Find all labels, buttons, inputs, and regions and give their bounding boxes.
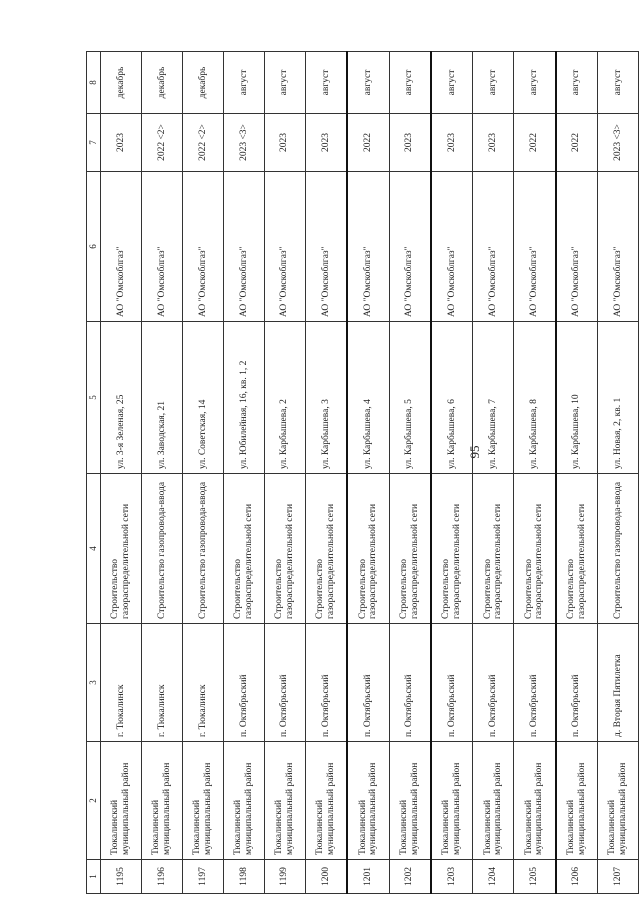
header-cell: 8 xyxy=(87,52,101,114)
year-cell: 2023 xyxy=(389,114,431,172)
row-number-cell: 1203 xyxy=(431,860,473,894)
year-cell: 2023 xyxy=(431,114,473,172)
table-row xyxy=(431,52,473,894)
district-cell: Тюкалинский муниципальный район xyxy=(141,742,182,860)
district-cell: Тюкалинский муниципальный район xyxy=(264,742,305,860)
row-number-cell: 1196 xyxy=(141,860,182,894)
address-cell: ул. Заводская, 21 xyxy=(141,322,182,474)
table-row xyxy=(556,52,598,894)
month-cell: август xyxy=(514,52,556,114)
district-cell: Тюкалинский муниципальный район xyxy=(182,742,223,860)
address-cell: ул. Карбышева, 6 xyxy=(431,322,473,474)
header-cell: 1 xyxy=(87,860,101,894)
month-cell: август xyxy=(597,52,638,114)
header-cell: 2 xyxy=(87,742,101,860)
month-cell: август xyxy=(431,52,473,114)
year-cell: 2023 xyxy=(101,114,142,172)
organization-cell: АО "Омскоблгаз" xyxy=(473,172,514,322)
month-cell: декабрь xyxy=(182,52,223,114)
header-cell: 7 xyxy=(87,114,101,172)
district-cell: Тюкалинский муниципальный район xyxy=(223,742,264,860)
work-type-cell: Строительство газораспределительной сети xyxy=(223,474,264,624)
address-cell: ул. Карбышева, 7 xyxy=(473,322,514,474)
address-cell: ул. Карбышева, 5 xyxy=(389,322,431,474)
year-cell: 2022 <2> xyxy=(141,114,182,172)
month-cell: декабрь xyxy=(101,52,142,114)
settlement-cell: г. Тюкалинск xyxy=(141,624,182,742)
month-cell: август xyxy=(264,52,305,114)
address-cell: ул. Новая, 2, кв. 1 xyxy=(597,322,638,474)
page-number: 95 xyxy=(467,445,482,459)
row-number-cell: 1195 xyxy=(101,860,142,894)
work-type-cell: Строительство газораспределительной сети xyxy=(347,474,389,624)
district-cell: Тюкалинский муниципальный район xyxy=(473,742,514,860)
settlement-cell: п. Октябрьский xyxy=(556,624,598,742)
district-cell: Тюкалинский муниципальный район xyxy=(556,742,598,860)
address-cell: ул. Карбышева, 4 xyxy=(347,322,389,474)
year-cell: 2022 xyxy=(514,114,556,172)
table-row xyxy=(223,52,264,894)
settlement-cell: д. Вторая Пятилетка xyxy=(597,624,638,742)
organization-cell: АО "Омскоблгаз" xyxy=(223,172,264,322)
organization-cell: АО "Омскоблгаз" xyxy=(556,172,598,322)
address-cell: ул. Юбилейная, 16, кв. 1, 2 xyxy=(223,322,264,474)
settlement-cell: п. Октябрьский xyxy=(431,624,473,742)
year-cell: 2023 xyxy=(264,114,305,172)
row-number-cell: 1198 xyxy=(223,860,264,894)
header-cell: 4 xyxy=(87,474,101,624)
year-cell: 2023 xyxy=(473,114,514,172)
settlement-cell: п. Октябрьский xyxy=(264,624,305,742)
month-cell: декабрь xyxy=(141,52,182,114)
row-number-cell: 1204 xyxy=(473,860,514,894)
organization-cell: АО "Омскоблгаз" xyxy=(141,172,182,322)
work-type-cell: Строительство газораспределительной сети xyxy=(556,474,598,624)
header-row xyxy=(87,52,101,894)
row-number-cell: 1197 xyxy=(182,860,223,894)
organization-cell: АО "Омскоблгаз" xyxy=(264,172,305,322)
settlement-cell: г. Тюкалинск xyxy=(182,624,223,742)
settlement-cell: п. Октябрьский xyxy=(473,624,514,742)
month-cell: август xyxy=(556,52,598,114)
work-type-cell: Строительство газораспределительной сети xyxy=(431,474,473,624)
row-number-cell: 1207 xyxy=(597,860,638,894)
settlement-cell: п. Октябрьский xyxy=(389,624,431,742)
work-type-cell: Строительство газораспределительной сети xyxy=(389,474,431,624)
year-cell: 2022 xyxy=(556,114,598,172)
table-row xyxy=(101,52,142,894)
settlement-cell: п. Октябрьский xyxy=(305,624,347,742)
settlement-cell: п. Октябрьский xyxy=(223,624,264,742)
row-number-cell: 1201 xyxy=(347,860,389,894)
work-type-cell: Строительство газопровода-ввода xyxy=(597,474,638,624)
organization-cell: АО "Омскоблгаз" xyxy=(597,172,638,322)
organization-cell: АО "Омскоблгаз" xyxy=(389,172,431,322)
work-type-cell: Строительство газораспределительной сети xyxy=(473,474,514,624)
table-row xyxy=(473,52,514,894)
header-cell: 6 xyxy=(87,172,101,322)
address-cell: ул. Карбышева, 8 xyxy=(514,322,556,474)
year-cell: 2023 <3> xyxy=(223,114,264,172)
district-cell: Тюкалинский муниципальный район xyxy=(389,742,431,860)
month-cell: август xyxy=(389,52,431,114)
month-cell: август xyxy=(473,52,514,114)
work-type-cell: Строительство газораспределительной сети xyxy=(305,474,347,624)
organization-cell: АО "Омскоблгаз" xyxy=(431,172,473,322)
work-type-cell: Строительство газопровода-ввода xyxy=(141,474,182,624)
work-type-cell: Строительство газораспределительной сети xyxy=(514,474,556,624)
month-cell: август xyxy=(223,52,264,114)
row-number-cell: 1199 xyxy=(264,860,305,894)
organization-cell: АО "Омскоблгаз" xyxy=(514,172,556,322)
year-cell: 2023 xyxy=(305,114,347,172)
organization-cell: АО "Омскоблгаз" xyxy=(347,172,389,322)
address-cell: ул. Карбышева, 3 xyxy=(305,322,347,474)
district-cell: Тюкалинский муниципальный район xyxy=(597,742,638,860)
rotated-table-container xyxy=(86,52,639,894)
district-cell: Тюкалинский муниципальный район xyxy=(431,742,473,860)
table-body xyxy=(101,52,639,894)
year-cell: 2023 <3> xyxy=(597,114,638,172)
work-type-cell: Строительство газораспределительной сети xyxy=(264,474,305,624)
district-cell: Тюкалинский муниципальный район xyxy=(347,742,389,860)
address-cell: ул. Советская, 14 xyxy=(182,322,223,474)
table-row xyxy=(141,52,182,894)
header-cell: 5 xyxy=(87,322,101,474)
district-cell: Тюкалинский муниципальный район xyxy=(101,742,142,860)
row-number-cell: 1202 xyxy=(389,860,431,894)
works-table xyxy=(86,51,639,894)
month-cell: август xyxy=(347,52,389,114)
month-cell: август xyxy=(305,52,347,114)
table-row xyxy=(264,52,305,894)
table-row xyxy=(182,52,223,894)
header-cell: 3 xyxy=(87,624,101,742)
address-cell: ул. 3-я Зеленая, 25 xyxy=(101,322,142,474)
district-cell: Тюкалинский муниципальный район xyxy=(305,742,347,860)
work-type-cell: Строительство газораспределительной сети xyxy=(101,474,142,624)
year-cell: 2022 xyxy=(347,114,389,172)
district-cell: Тюкалинский муниципальный район xyxy=(514,742,556,860)
settlement-cell: п. Октябрьский xyxy=(347,624,389,742)
work-type-cell: Строительство газопровода-ввода xyxy=(182,474,223,624)
address-cell: ул. Карбышева, 2 xyxy=(264,322,305,474)
organization-cell: АО "Омскоблгаз" xyxy=(305,172,347,322)
row-number-cell: 1200 xyxy=(305,860,347,894)
table-row xyxy=(514,52,556,894)
table-row xyxy=(597,52,638,894)
settlement-cell: г. Тюкалинск xyxy=(101,624,142,742)
year-cell: 2022 <2> xyxy=(182,114,223,172)
organization-cell: АО "Омскоблгаз" xyxy=(101,172,142,322)
table-row xyxy=(347,52,389,894)
address-cell: ул. Карбышева, 10 xyxy=(556,322,598,474)
table-row xyxy=(305,52,347,894)
row-number-cell: 1205 xyxy=(514,860,556,894)
organization-cell: АО "Омскоблгаз" xyxy=(182,172,223,322)
row-number-cell: 1206 xyxy=(556,860,598,894)
settlement-cell: п. Октябрьский xyxy=(514,624,556,742)
table-row xyxy=(389,52,431,894)
